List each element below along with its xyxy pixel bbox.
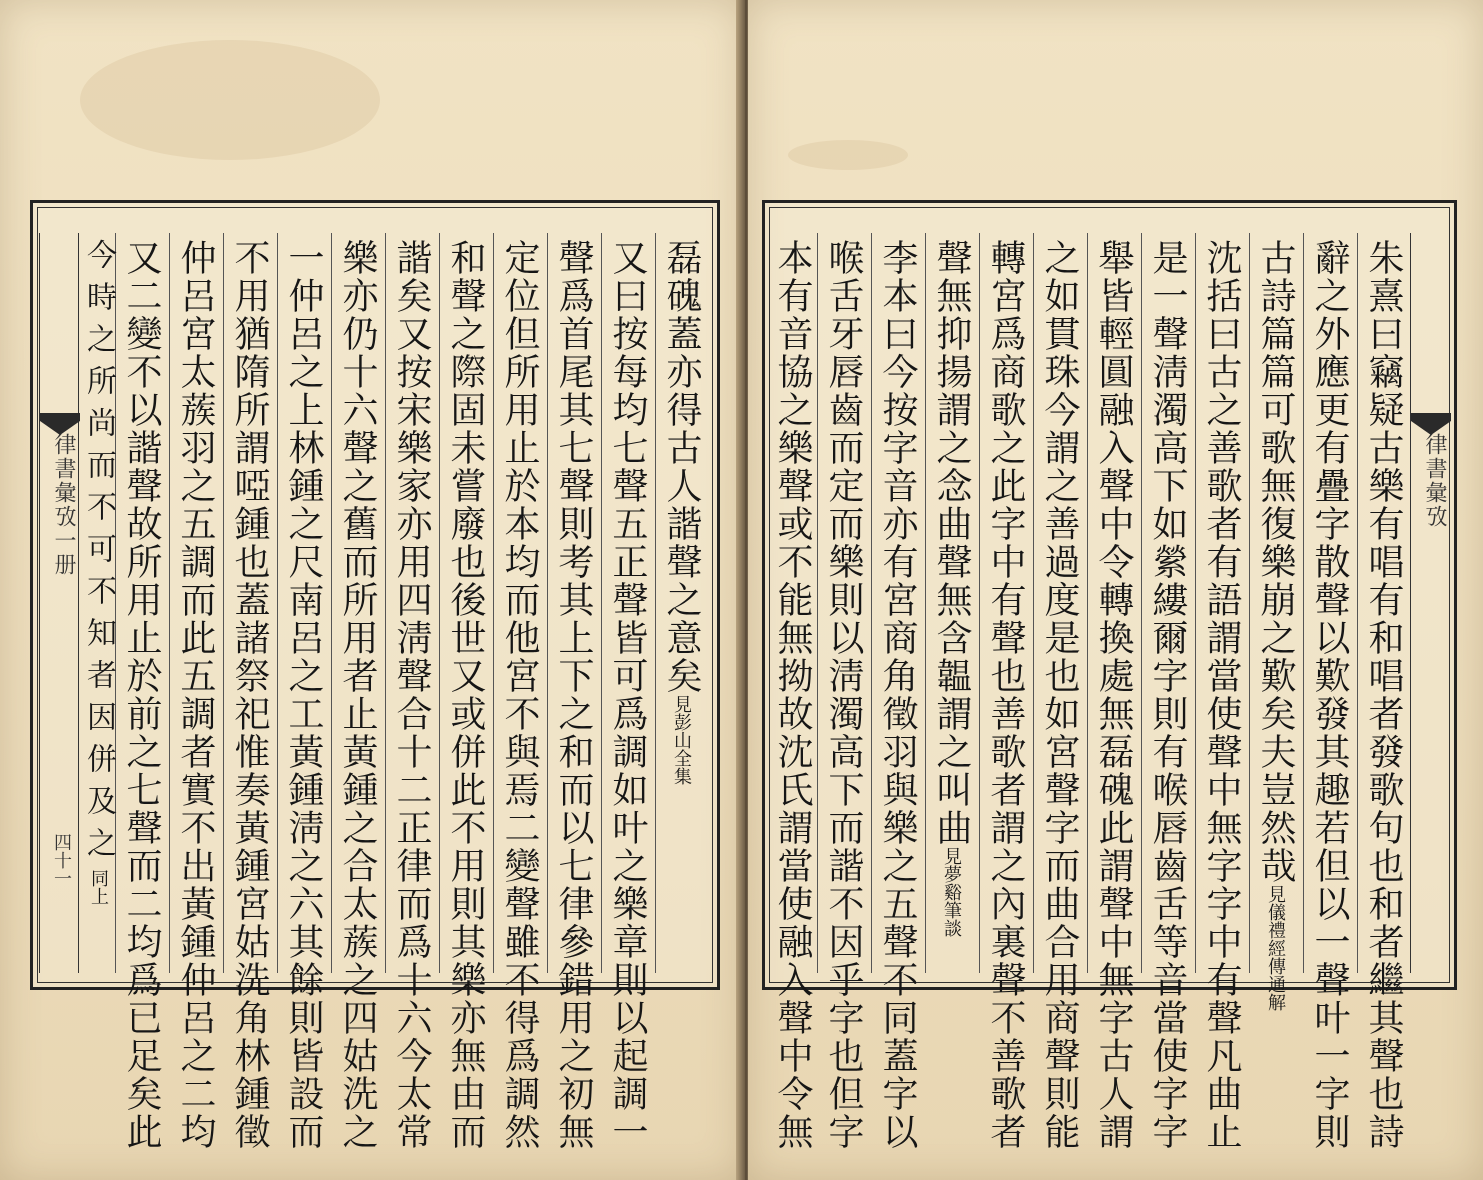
- column-text: 又曰按每均七聲五正聲皆可爲調如叶之樂章則以起調一: [607, 239, 648, 1151]
- column-text: 聲爲首尾其七聲則考其上下之和而以七律參錯用之初無: [553, 239, 594, 1151]
- right-page-frame: [762, 200, 1457, 1151]
- right-column-11: [817, 233, 867, 1151]
- column-text: 樂亦仍十六聲之舊而所用者止黃鍾之合太蔟之四姑洗之: [337, 239, 378, 1151]
- column-text: 又二變不以諧聲故所用止於前之七聲而二均爲已足矣此: [121, 239, 162, 1151]
- left-column-2: [601, 233, 651, 1151]
- left-column-4: [493, 233, 543, 1151]
- left-column-6: [385, 233, 435, 1151]
- right-column-6: [1087, 233, 1137, 1151]
- right-column-7: [1033, 233, 1083, 1151]
- fishtail-icon: [40, 413, 80, 435]
- left-column-11: [115, 233, 165, 1151]
- column-text: 朱熹曰竊疑古樂有唱有和唱者發歌句也和者繼其聲也詩: [1363, 239, 1404, 1151]
- column-text: 本有音協之樂聲或不能無拗故沈氏謂當使融入聲中令無: [772, 239, 813, 1151]
- left-column-5: [439, 233, 489, 1151]
- column-note: 見彭山全集: [671, 695, 692, 785]
- right-column-10: [871, 233, 921, 1151]
- fishtail-icon: [1411, 413, 1451, 435]
- column-text: 諧矣又按宋樂家亦用四淸聲合十二正律而爲十六今太常: [391, 239, 432, 1151]
- right-page: [748, 0, 1483, 1180]
- column-note: 同上: [88, 869, 109, 905]
- column-text: 沈括曰古之善歌者有語謂當使聲中無字字中有聲凡曲止: [1201, 239, 1242, 1151]
- right-column-9: [925, 233, 975, 973]
- right-column-12: [771, 233, 817, 1151]
- paper-stain: [788, 140, 908, 170]
- right-column-5: [1141, 233, 1191, 1151]
- column-note: 見儀禮經傳通解: [1265, 885, 1286, 1011]
- right-column-4: [1195, 233, 1245, 1151]
- column-text: 是一聲淸濁高下如縈縷爾字則有喉唇齒舌等音當使字字: [1147, 239, 1188, 1151]
- column-text: 古詩篇篇可歌無復樂崩之歎矣夫豈然哉: [1255, 239, 1296, 885]
- left-column-7: [331, 233, 381, 1151]
- left-column-10: [169, 233, 219, 1151]
- right-column-8: [979, 233, 1029, 1151]
- column-text: 喉舌牙唇齒而定而樂則以淸濁高下而諧不因乎字也但字: [823, 239, 864, 1151]
- left-column-9: [223, 233, 273, 1151]
- column-text: 聲無抑揚謂之念曲聲無含韞謂之叫曲: [931, 239, 972, 847]
- column-text: 不用猶隋所謂啞鍾也蓋諸祭祀惟奏黃鍾宮姑洗角林鍾徵: [229, 239, 270, 1151]
- right-margin-strip: [1410, 233, 1450, 973]
- paper-stain: [80, 40, 380, 160]
- left-page-frame: [30, 200, 720, 1151]
- page-number: 四十一: [51, 833, 72, 887]
- column-text: 之如貫珠今謂之善過度是也如宮聲字而曲合用商聲則能: [1039, 239, 1080, 1151]
- left-column-3: [547, 233, 597, 1151]
- column-text: 舉皆輕圓融入聲中令轉換處無磊磈此謂聲中無字古人謂: [1093, 239, 1134, 1151]
- left-column-1: [655, 233, 705, 973]
- column-text: 今時之所尚而不可不知者因併及之: [81, 239, 116, 869]
- column-text: 磊磈蓋亦得古人諧聲之意矣: [661, 239, 702, 695]
- right-column-1: [1357, 233, 1407, 1151]
- margin-title: 律書彙攷一册: [51, 433, 76, 577]
- column-text: 辭之外應更有疊字散聲以歎發其趣若但以一聲叶一字則: [1309, 239, 1350, 1151]
- column-text: 轉宮爲商歌之此字中有聲也善歌者謂之內裏聲不善歌者: [985, 239, 1026, 1151]
- right-column-2: [1303, 233, 1353, 1151]
- column-text: 仲呂宮太蔟羽之五調而此五調者實不出黃鍾仲呂之二均: [175, 239, 216, 1151]
- right-column-3: [1249, 233, 1299, 1011]
- left-margin-strip: [39, 233, 79, 973]
- left-column-8: [277, 233, 327, 1151]
- column-text: 李本曰今按字音亦有宮商角徵羽與樂之五聲不同蓋字以: [877, 239, 918, 1151]
- column-text: 和聲之際固未嘗廢也後世又或併此不用則其樂亦無由而: [445, 239, 486, 1151]
- left-column-12: [81, 233, 115, 973]
- margin-title: 律書彙攷: [1422, 433, 1447, 529]
- column-note: 見夢谿筆談: [941, 847, 962, 937]
- column-text: 一仲呂之上林鍾之尺南呂之工黃鍾淸之六其餘則皆設而: [283, 239, 324, 1151]
- column-text: 定位但所用止於本均而他宮不與焉二變聲雖不得爲調然: [499, 239, 540, 1151]
